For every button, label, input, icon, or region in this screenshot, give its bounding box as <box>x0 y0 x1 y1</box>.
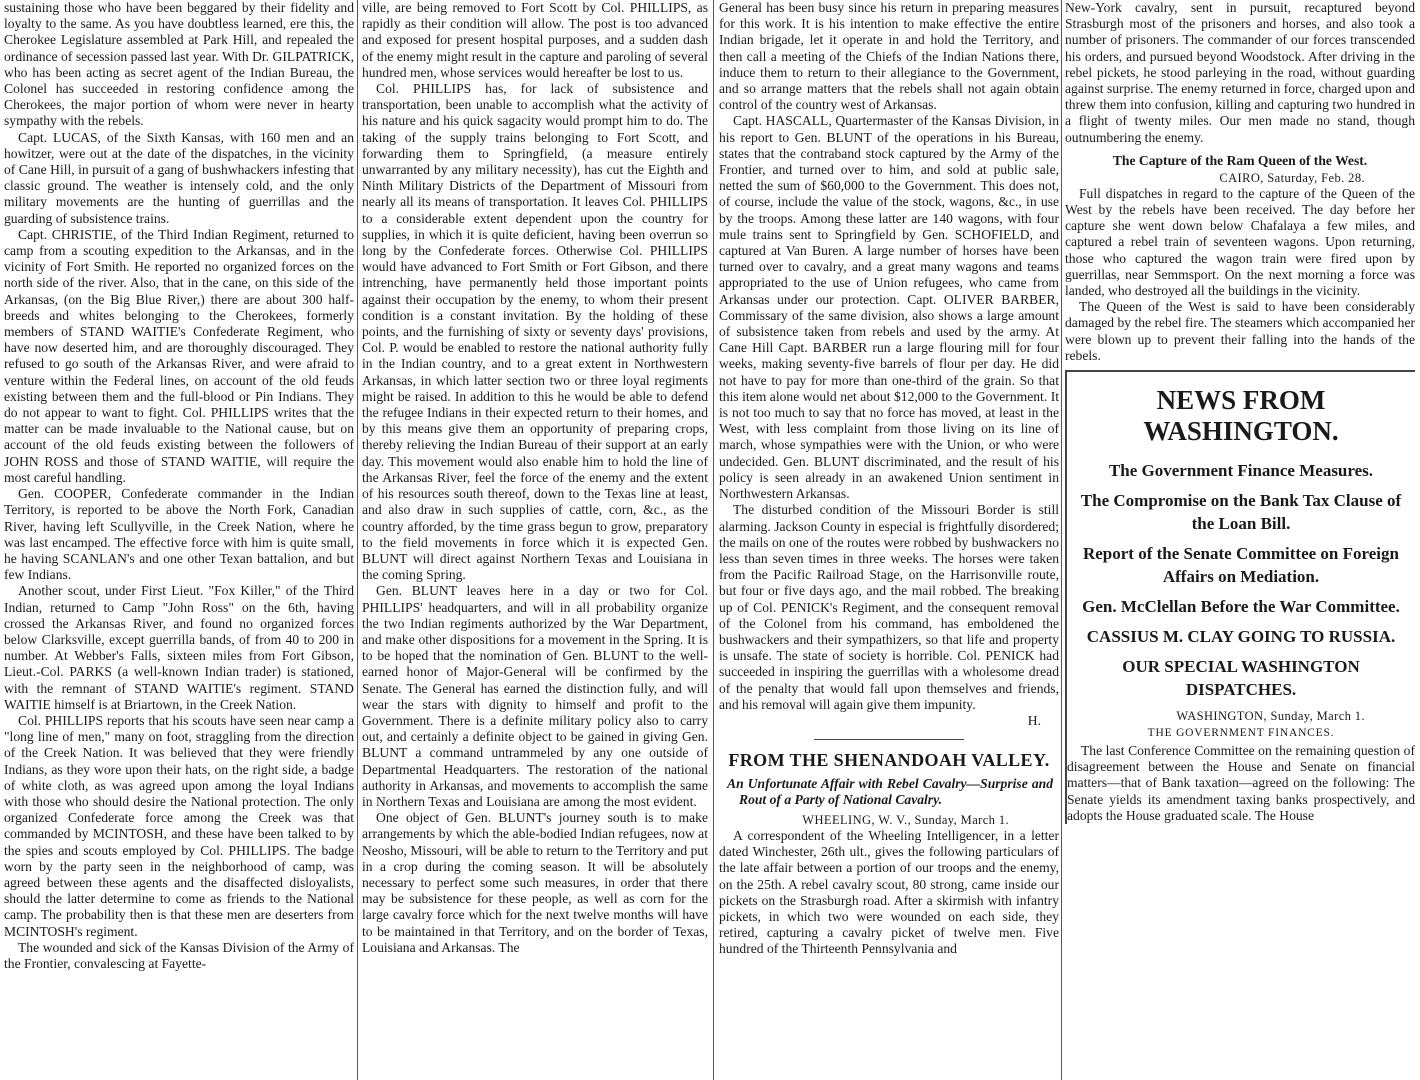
subheadline: An Unfortunate Affair with Rebel Cavalry—Surprise and Rout of a Party of National Cavalry. <box>727 775 1053 807</box>
article-paragraph: Another scout, under First Lieut. "Fox Killer," of the Third Indian, returned to Camp "John Ross" on the 6th, having crossed the Arkansas River, and found no organized forces below Clarksville, except guerrilla bands, of from 40 to 200 in number. At Webber's Falls, sixteen miles from Fort Gibson, Lieut.-Col. PARKS (a well-known Indian trader) is stationed, with the remnant of STAND WAITIE's regiment. STAND WAITIE himself is at Briartown, in the Creek Nation. <box>4 583 354 712</box>
article-paragraph: Gen. BLUNT leaves here in a day or two for Col. PHILLIPS' headquarters, and will in all probability organize the two Indian regiments authorized by the War Department, and make other dispositions for a movement in the Spring. It is to be hoped that the nomination of Gen. BLUNT to the well-earned honor of Major-General will be confirmed by the Senate. The General has earned the distinction fully, and will wear the stars with dignity to himself and profit to the Government. There is a definite military policy also to carry out, and certainly a definite object to be gained in giving Gen. BLUNT a command untrammeled by any one outside of Departmental Headquarters. The restoration of the national authority in Arkansas, and movements to accomplish the same in Northern Texas and Louisiana are among the most evident. <box>362 583 708 809</box>
subheadline: Report of the Senate Committee on Foreign Affairs on Mediation. <box>1082 544 1399 587</box>
article-paragraph: A correspondent of the Wheeling Intelligencer, in a letter dated Winchester, 26th ult., gives the following particulars of the late affair between a portion of our troops and the enemy, on the 25th. A rebel cavalry scout, 80 strong, came inside our pickets on the Strasburgh road. After a skirmish with infantry pickets, in which two were wounded on each side, they retired, capturing a cavalry picket of twelve men. Five hundred of the Thirteenth Pennsylvania and <box>719 827 1059 957</box>
article-paragraph: Gen. COOPER, Confederate commander in the Indian Territory, is reported to be above the North Fork, Canadian River, having left Scullyville, in the Creek Nation, where he was last encamped. The effective force with him is quite small, he having SCANLAN's and one other Texan battalion, and but few Indians. <box>4 486 354 583</box>
section-headline: FROM THE SHENANDOAH VALLEY. <box>728 749 1050 770</box>
article-paragraph: Capt. CHRISTIE, of the Third Indian Regiment, returned to camp from a scouting expedition to the Arkansas, and in the vicinity of Fort Smith. He reported no organized forces on the north side of the river. Also, that in the cane, on this side of the Arkansas, (on the Big Blue River,) there are about 300 half-breeds and whites belonging to the Cherokees, formerly members of STAND WAITIE's Confederate Regiment, who have now deserted him, and are thoroughly discouraged. They refused to go south of the Arkansas River, and were afraid to venture within the Federal lines, on account of the old feuds existing between them and the full-blood or Pin Indians. They do not appear to want to fight. Col. PHILLIPS writes that the matter can be made invaluable to the National cause, but on account of the old feuds existing between the followers of JOHN ROSS and those of STAND WAITIE, will require the most careful handling. <box>4 226 354 485</box>
column-2 <box>362 0 708 956</box>
column-divider <box>713 0 714 1080</box>
article-paragraph: sustaining those who have been beggared by their fidelity and loyalty to the same. As you have doubtless learned, ere this, the Cherokee Legislature assembled at Park Hill, and repealed the ordinance of secession passed last year. With Dr. GILPATRICK, who has been acting as secret agent of the Indian Bureau, the Colonel has succeeded in restoring confidence among the Cherokees, the major portion of whom were never in hearty sympathy with the rebels. <box>4 0 354 129</box>
column-1 <box>4 0 354 972</box>
article-paragraph: General has been busy since his return in preparing measures for this work. It is his intention to make effective the entire Indian brigade, let it operate in and hold the Territory, and then call a meeting of the Chiefs of the Indian Nations there, induce them to return to their allegiance to the Government, and so arrange matters that the rebels shall not again obtain control of the country west of Arkansas. <box>719 0 1059 113</box>
article-paragraph: Col. PHILLIPS has, for lack of subsistence and transportation, been unable to accomplish what the activity of his nature and his quick sagacity would prompt him to do. The taking of the supply trains belonging to Fort Scott, and forwarding them to Springfield, (a measure entirely unwarranted by any military necessity), has cut the Eighth and Ninth Military Districts of the Department of Missouri from nearly all its means of transportation. It leaves Col. PHILLIPS to a considerable extent dependent upon the country for supplies, in which it is quite deficient, having been overrun so long by the Confederate forces. Otherwise Col. PHILLIPS would have advanced to Fort Smith or Fort Gibson, and there intrenching, have permanently held those important points against their occupation by the enemy, to whom their present condition is a constant invitation. By the holding of these points, and the furnishing of sixty or seventy days' provisions, Col. P. would be enabled to restore the national authority fully in the Indian country, and to a great extent in Northwestern Arkansas, in which latter section two or three loyal regiments might be raised. In addition to this he would be able to defend the refugee Indians in their expected return to their homes, and by this means give them an opportunity of preparing crops, thereby relieving the Indian Bureau of their support at an early day. This movement would also enable him to hold the line of the Arkansas River, feel the force of the enemy and the extent of his resources south thereof, down to the Texas line at least, and also draw in such supplies of cattle, corn, &c., as the country afforded, by the time grass begun to grow, preparatory to the field movements in force which it is expected Gen. BLUNT will direct against Northern Texas and Louisiana in the coming Spring. <box>362 81 708 583</box>
column-3 <box>719 0 1059 958</box>
signature: H. <box>1027 712 1041 728</box>
subheadline: CASSIUS M. CLAY GOING TO RUSSIA. <box>1086 627 1396 647</box>
article-paragraph: Capt. LUCAS, of the Sixth Kansas, with 160 men and an howitzer, were out at the date of the dispatches, in the vicinity of Cane Hill, in pursuit of a gang of bushwhackers infesting that classic ground. The weather is intensely cold, and the only military movements are the hunting of guerrillas and the guarding of subsistence trains. <box>4 129 354 226</box>
subheadline: The Government Finance Measures. <box>1108 461 1374 481</box>
article-paragraph: The last Conference Committee on the remaining question of disagreement between the House and Senate on financial matters—that of Bank taxation—agreed on the following: The Senate yields its amendment taxing banks prospectively, and adopts the House graduated scale. The House <box>1067 743 1415 823</box>
article-paragraph: The Queen of the West is said to have been considerably damaged by the rebel fire. The steamers which accompanied her were blown up to prevent their falling into the hands of the rebels. <box>1065 299 1416 363</box>
article-headline: The Capture of the Ram Queen of the West. <box>1112 152 1368 168</box>
column-divider <box>357 0 358 1080</box>
column-4 <box>1065 0 1415 824</box>
article-paragraph: Col. PHILLIPS reports that his scouts have seen near camp a "long line of men," many on foot, straggling from the direction of the Creek Nation. It was believed that they were friendly Indians, as they wore upon their hats, on the right side, a badge of white cloth, as was agreed upon among the loyal Indians with those who should desire the National protection. The only organized Confederate force among the Creek was that commanded by MCINTOSH, and these have been talked to by the spies and scouts employed by Col. PHILLIPS. The badge worn by the party seen in the neighborhood of camp, was agreed between these agents and the disaffected disloyalists, should the latter determine to come as friends to the National camp. The probability then is that these men are deserters from MCINTOSH's regiment. <box>4 712 354 939</box>
dateline: CAIRO, Saturday, Feb. 28. <box>1219 170 1365 185</box>
article-paragraph: Capt. HASCALL, Quartermaster of the Kansas Division, in his report to Gen. BLUNT of the operations in his Bureau, states that the contraband stock captured by the Army of the Frontier, and turned over to him, and sold at public sale, netted the sum of $60,000 to the Government. This does not, of course, include the value of the stock, wagons, &c., in use by the troops. Among these latter are 140 wagons, with four mule trains sent to Springfield by Gen. SCHOFIELD, and captured at Van Buren. A large number of horses have been turned over to cavalry, and a great many wagons and teams appropriated to the use of Union refugees, who came from Arkansas under our protection. Capt. OLIVER BARBER, Commissary of the same division, also shows a large amount of subsistence taken from rebels and used by the army. At Cane Hill Capt. BARBER run a large flouring mill for four weeks, making seventy-five barrels of flour per day. He did not have to pay for more than one-third of the grain. So that this item alone would net about $12,000 to the Government. It is not too much to say that no force has moved, at least in the West, with less complaint from those living on its line of march, whose sympathies were with the Union, or who were undecided. Gen. BLUNT discriminated, and the result of his policy is seen already in an awakened Union sentiment in Northwestern Arkansas. <box>719 113 1059 502</box>
subheadline: Gen. McClellan Before the War Committee. <box>1082 597 1400 617</box>
article-paragraph: ville, are being removed to Fort Scott by Col. PHILLIPS, as rapidly as their condition will allow. The post is too advanced and exposed for present hospital purposes, and a sudden dash of the enemy might result in the capture and paroling of several hundred men, whose services would hereafter be lost to us. <box>362 0 708 80</box>
dateline: WHEELING, W. V., Sunday, March 1. <box>802 812 1009 827</box>
dateline: WASHINGTON, Sunday, March 1. <box>1176 709 1365 724</box>
article-paragraph: New-York cavalry, sent in pursuit, recaptured beyond Strasburgh most of the prisoners and horses, and also took a number of prisoners. The commander of our forces transcended his orders, and pursued beyond Woodstock. After driving in the rebel pickets, he stood parleying in the road, without guarding against surprise. The enemy returned in force, charged upon and threw them into confusion, killing and capturing two hundred in a flight of twenty miles. Our men made no stand, though outnumbering the enemy. <box>1065 0 1415 145</box>
washington-news-section <box>1065 370 1415 824</box>
article-paragraph: One object of Gen. BLUNT's journey south is to make arrangements by which the able-bodied Indian refugees, now at Neosho, Missouri, will be able to return to the Territory and put in a crop during the coming season. It will be absolutely necessary to perfect some such measures, in order that there may be subsistence for these people, as well as corn for the large cavalry force which for the next twelve months will have to be maintained in that Territory, and on the border of Texas, Louisiana and Arkansas. The <box>362 810 708 955</box>
subheadline: OUR SPECIAL WASHINGTON DISPATCHES. <box>1122 657 1360 700</box>
column-divider <box>1061 0 1062 1080</box>
section-headline: NEWS FROM WASHINGTON. <box>1143 385 1339 447</box>
subsection-title: THE GOVERNMENT FINANCES. <box>1147 727 1335 740</box>
article-paragraph: Full dispatches in regard to the capture of the Queen of the West by the rebels have been received. The day before her capture she went down below Chafalaya a few miles, and captured a rebel train of seventeen wagons. Upon returning, those who captured the wagon train were fired upon by guerrillas, near Semmsport. On the next morning a force was landed, who destroyed all the buildings in the vicinity. <box>1065 185 1415 299</box>
section-rule <box>814 739 964 740</box>
article-paragraph: The wounded and sick of the Kansas Division of the Army of the Frontier, convalescing at Fayette- <box>4 939 354 971</box>
article-paragraph: The disturbed condition of the Missouri Border is still alarming. Jackson County in especial is frightfully disordered; the mails on one of the routes were robbed by bushwackers no less than seven times in three weeks. The horses were taken from the Pacific Railroad Stage, on the Harrisonville route, but four or five days ago, and the mail robbed. The breaking up of Col. PENICK's Regiment, and the consequent removal of the Colonel from his command, has emboldened the bushwackers and their sympathizers, so that life and property is unsafe. The state of society is horrible. Col. PENICK had succeeded in inspiring the guerrillas with a wholesome dread of the penalty that would fall upon themselves and friends, and his removal will again give them impunity. <box>719 502 1059 712</box>
subheadline: The Compromise on the Bank Tax Clause of the Loan Bill. <box>1080 491 1402 534</box>
